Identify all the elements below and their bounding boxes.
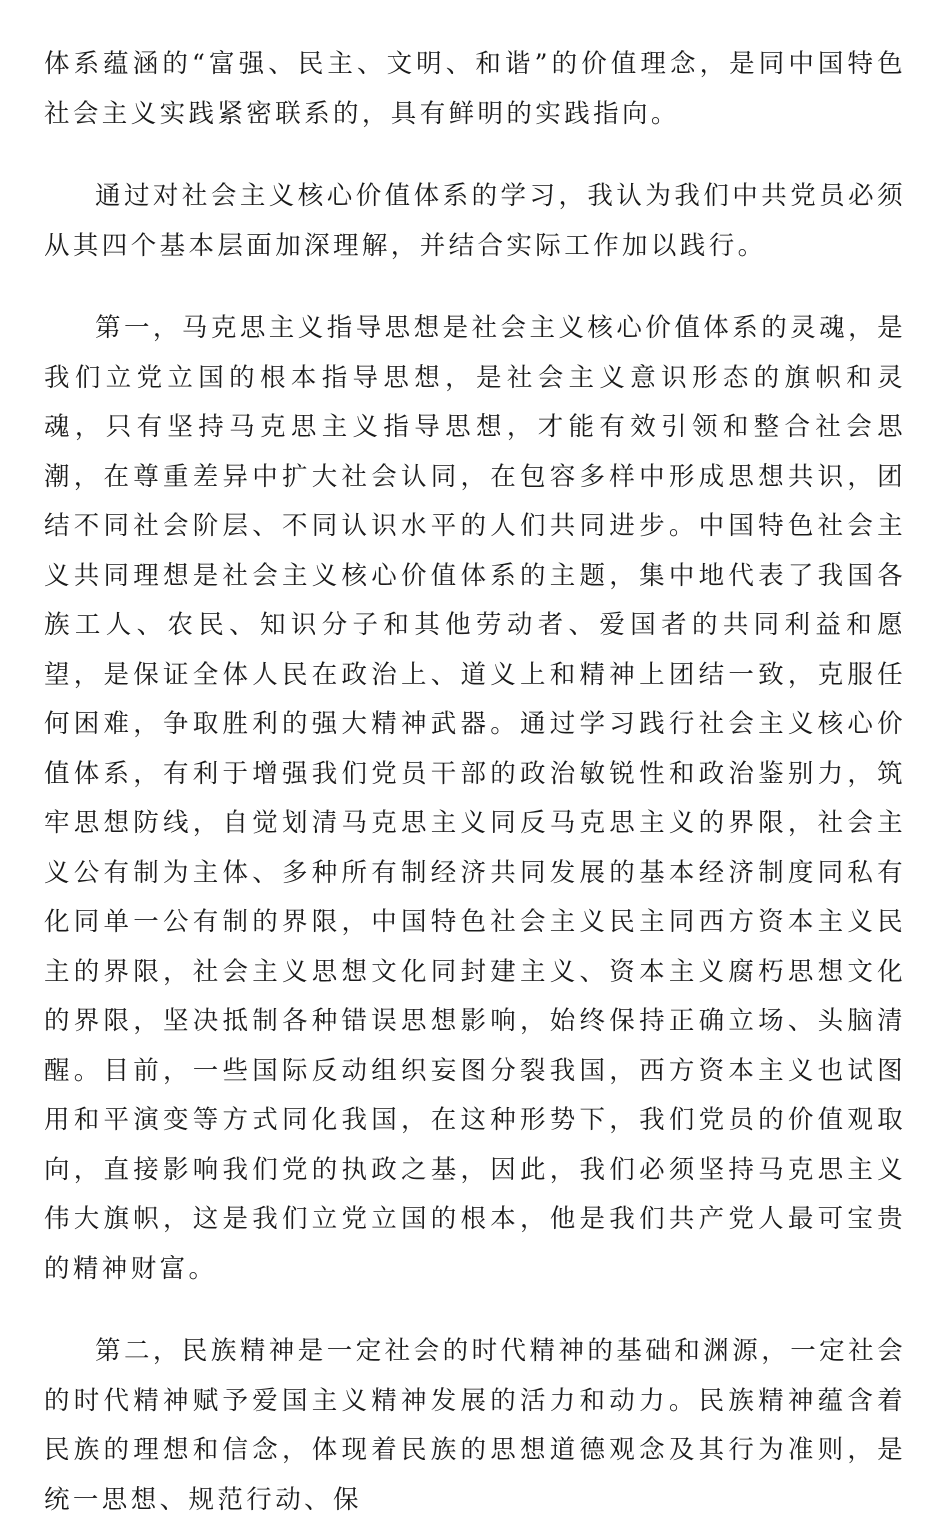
paragraph-second-point: 第二，民族精神是一定社会的时代精神的基础和渊源，一定社会的时代精神赋予爱国主义精神发展的活力和动力。民族精神蕴含着民族的理想和信念，体现着民族的思想道德观念及其行为准则，是统一思想、规范行动、保	[44, 1336, 906, 1515]
paragraph-first-point: 第一，马克思主义指导思想是社会主义核心价值体系的灵魂，是我们立党立国的根本指导思想，是社会主义意识形态的旗帜和灵魂，只有坚持马克思主义指导思想，才能有效引领和整合社会思潮，在尊重差异中扩大社会认同，在包容多样中形成思想共识，团结不同社会阶层、不同认识水平的人们共同进步。中国特色社会主义共同理想是社会主义核心价值体系的主题，集中地代表了我国各族工人、农民、知识分子和其他劳动者、爱国者的共同利益和愿望，是保证全体人民在政治上、道义上和精神上团结一致，克服任何困难，争取胜利的强大精神武器。通过学习践行社会主义核心价值体系，有利于增强我们党员干部的政治敏锐性和政治鉴别力，筑牢思想防线，自觉划清马克思主义同反马克思主义的界限，社会主义公有制为主体、多种所有制经济共同发展的基本经济制度同私有化同单一公有制的界限，中国特色社会主义民主同西方资本主义民主的界限，社会主义思想文化同封建主义、资本主义腐朽思想文化的界限，坚决抵制各种错误思想影响，始终保持正确立场、头脑清醒。目前，一些国际反动组织妄图分裂我国，西方资本主义也试图用和平演变等方式同化我国，在这种形势下，我们党员的价值观取向，直接影响我们党的执政之基，因此，我们必须坚持马克思主义伟大旗帜，这是我们立党立国的根本，他是我们共产党人最可宝贵的精神财富。	[44, 313, 906, 1284]
paragraph-continuation: 体系蕴涵的“富强、民主、文明、和谐”的价值理念，是同中国特色社会主义实践紧密联系的，具有鲜明的实践指向。	[44, 49, 906, 129]
paragraph-intro: 通过对社会主义核心价值体系的学习，我认为我们中共党员必须从其四个基本层面加深理解，并结合实际工作加以践行。	[44, 181, 906, 261]
